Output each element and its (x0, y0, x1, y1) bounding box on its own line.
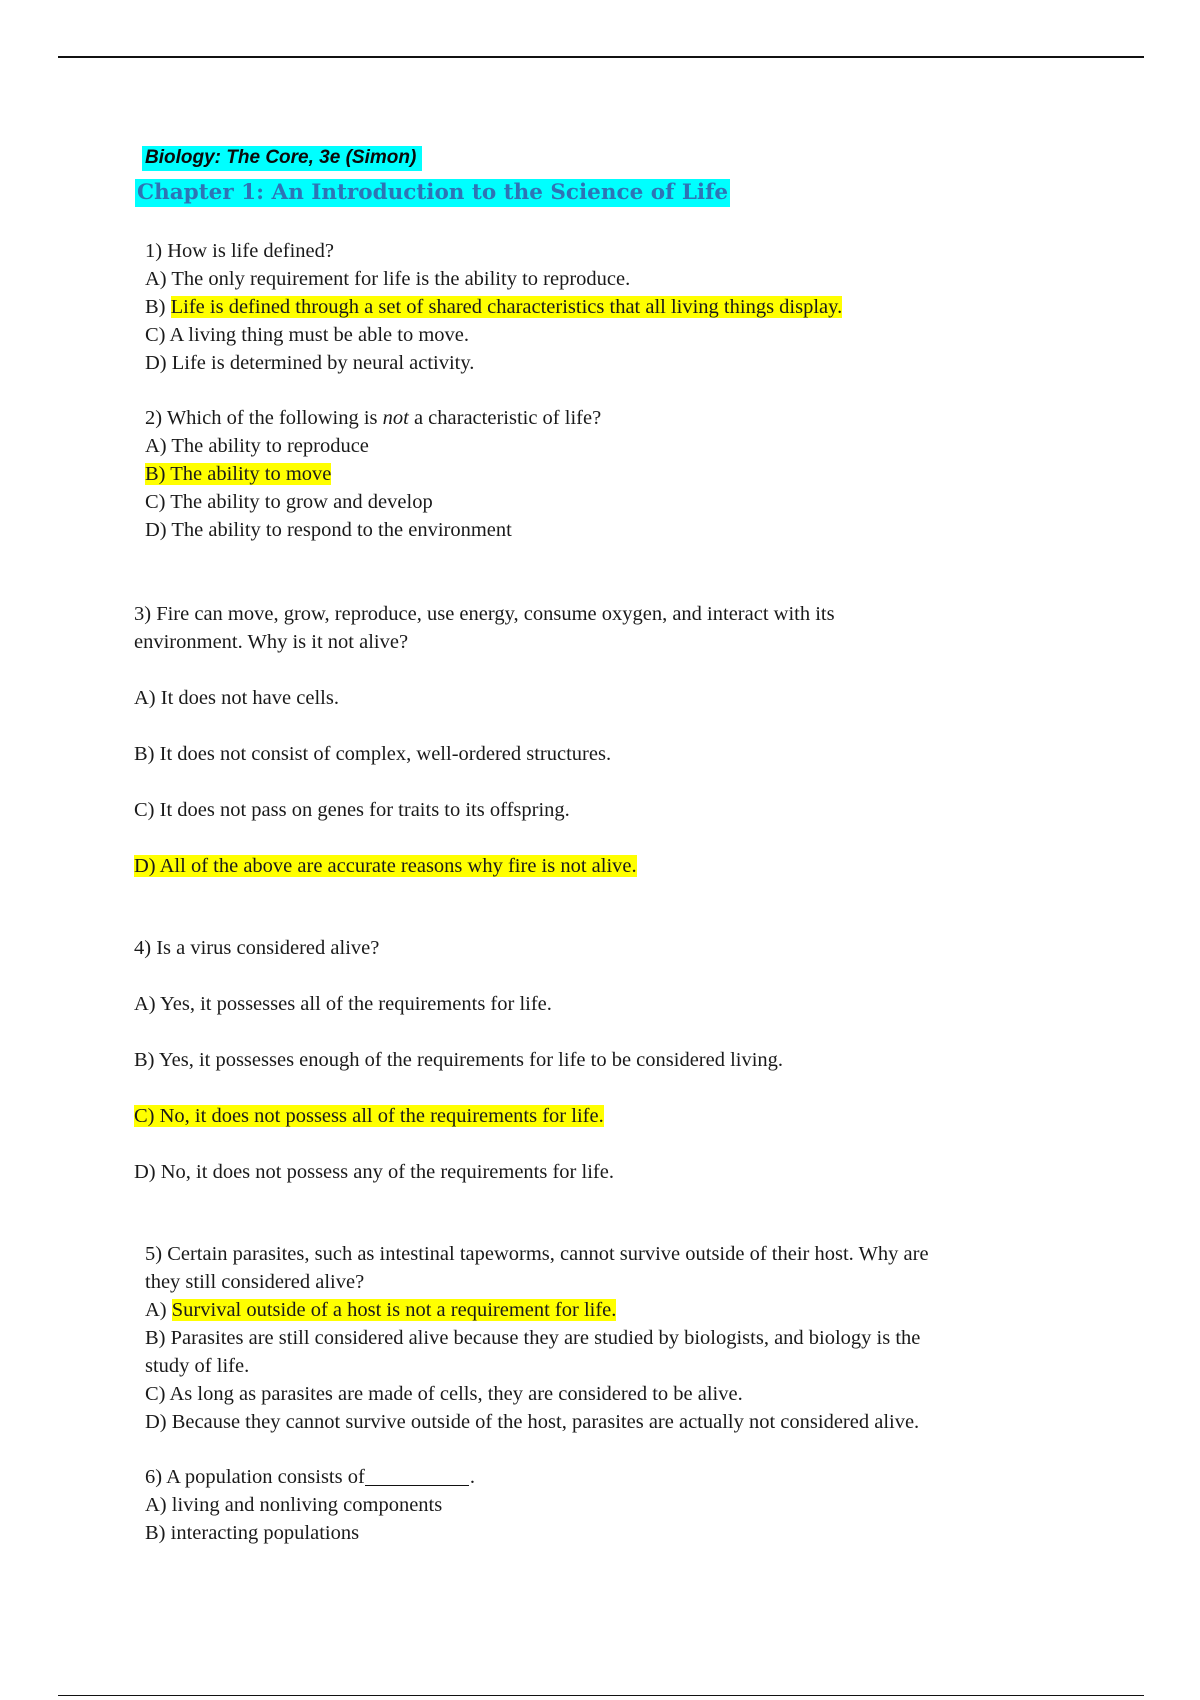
question-5-option-b-line-1: B) Parasites are still considered alive because they are studied by biologists, and biology is the (145, 1327, 921, 1349)
fill-in-blank (365, 1465, 469, 1486)
question-3 (134, 600, 835, 880)
question-4-option-c (134, 1102, 783, 1130)
answer-highlight: C) No, it does not possess all of the requirements for life. (134, 1105, 604, 1127)
question-1-option-a: A) The only requirement for life is the ability to reproduce. (145, 268, 631, 290)
question-3-option-c: C) It does not pass on genes for traits to its offspring. (134, 799, 570, 821)
question-3-option-d (134, 852, 835, 880)
question-2-option-a: A) The ability to reproduce (145, 435, 369, 457)
question-4-option-a: A) Yes, it possesses all of the requirements for life. (134, 993, 552, 1015)
question-2-stem: 2) Which of the following is not a characteristic of life? (145, 407, 602, 429)
question-4-option-b: B) Yes, it possesses enough of the requirements for life to be considered living. (134, 1049, 784, 1071)
bottom-rule (58, 1695, 1144, 1696)
question-3-option-b: B) It does not consist of complex, well-ordered structures. (134, 743, 612, 765)
question-5-option-d: D) Because they cannot survive outside of the host, parasites are actually not considered alive. (145, 1411, 920, 1433)
chapter-title: Chapter 1: An Introduction to the Science of Life (137, 180, 729, 205)
question-2 (145, 404, 601, 544)
question-5-option-c: C) As long as parasites are made of cells, they are considered to be alive. (145, 1383, 743, 1405)
answer-highlight: D) All of the above are accurate reasons why fire is not alive. (134, 855, 637, 877)
question-4-stem: 4) Is a virus considered alive? (134, 937, 380, 959)
question-2-option-c: C) The ability to grow and develop (145, 491, 433, 513)
question-3-stem-line-1: 3) Fire can move, grow, reproduce, use energy, consume oxygen, and interact with its (134, 603, 835, 625)
answer-highlight: B) The ability to move (145, 463, 332, 485)
question-5-option-a: A) Survival outside of a host is not a requirement for life. (145, 1299, 617, 1321)
question-5-option-b-line-2: study of life. (145, 1355, 250, 1377)
question-5-stem-line-1: 5) Certain parasites, such as intestinal tapeworms, cannot survive outside of their host. Why are (145, 1243, 929, 1265)
book-title: Biology: The Core, 3e (Simon) (142, 146, 422, 171)
question-1 (145, 237, 842, 377)
question-3-option-a: A) It does not have cells. (134, 687, 339, 709)
answer-highlight: Life is defined through a set of shared characteristics that all living things display. (170, 296, 843, 318)
question-3-stem-line-2: environment. Why is it not alive? (134, 631, 409, 653)
question-1-option-d: D) Life is determined by neural activity. (145, 352, 475, 374)
question-4 (134, 934, 783, 1186)
question-5-stem-line-2: they still considered alive? (145, 1271, 365, 1293)
question-2-option-b (145, 460, 601, 488)
question-5 (145, 1240, 929, 1436)
question-6-option-a: A) living and nonliving components (145, 1494, 443, 1516)
question-1-option-b: B) Life is defined through a set of shared characteristics that all living things display. (145, 296, 843, 318)
question-6-stem: 6) A population consists of . (145, 1466, 475, 1488)
top-rule (58, 56, 1144, 58)
question-6-option-b: B) interacting populations (145, 1522, 360, 1544)
question-2-option-d: D) The ability to respond to the environment (145, 519, 512, 541)
question-4-option-d: D) No, it does not possess any of the requirements for life. (134, 1161, 614, 1183)
question-6 (145, 1463, 475, 1547)
question-1-stem: 1) How is life defined? (145, 240, 334, 262)
answer-highlight: Survival outside of a host is not a requirement for life. (171, 1299, 617, 1321)
question-1-option-c: C) A living thing must be able to move. (145, 324, 470, 346)
